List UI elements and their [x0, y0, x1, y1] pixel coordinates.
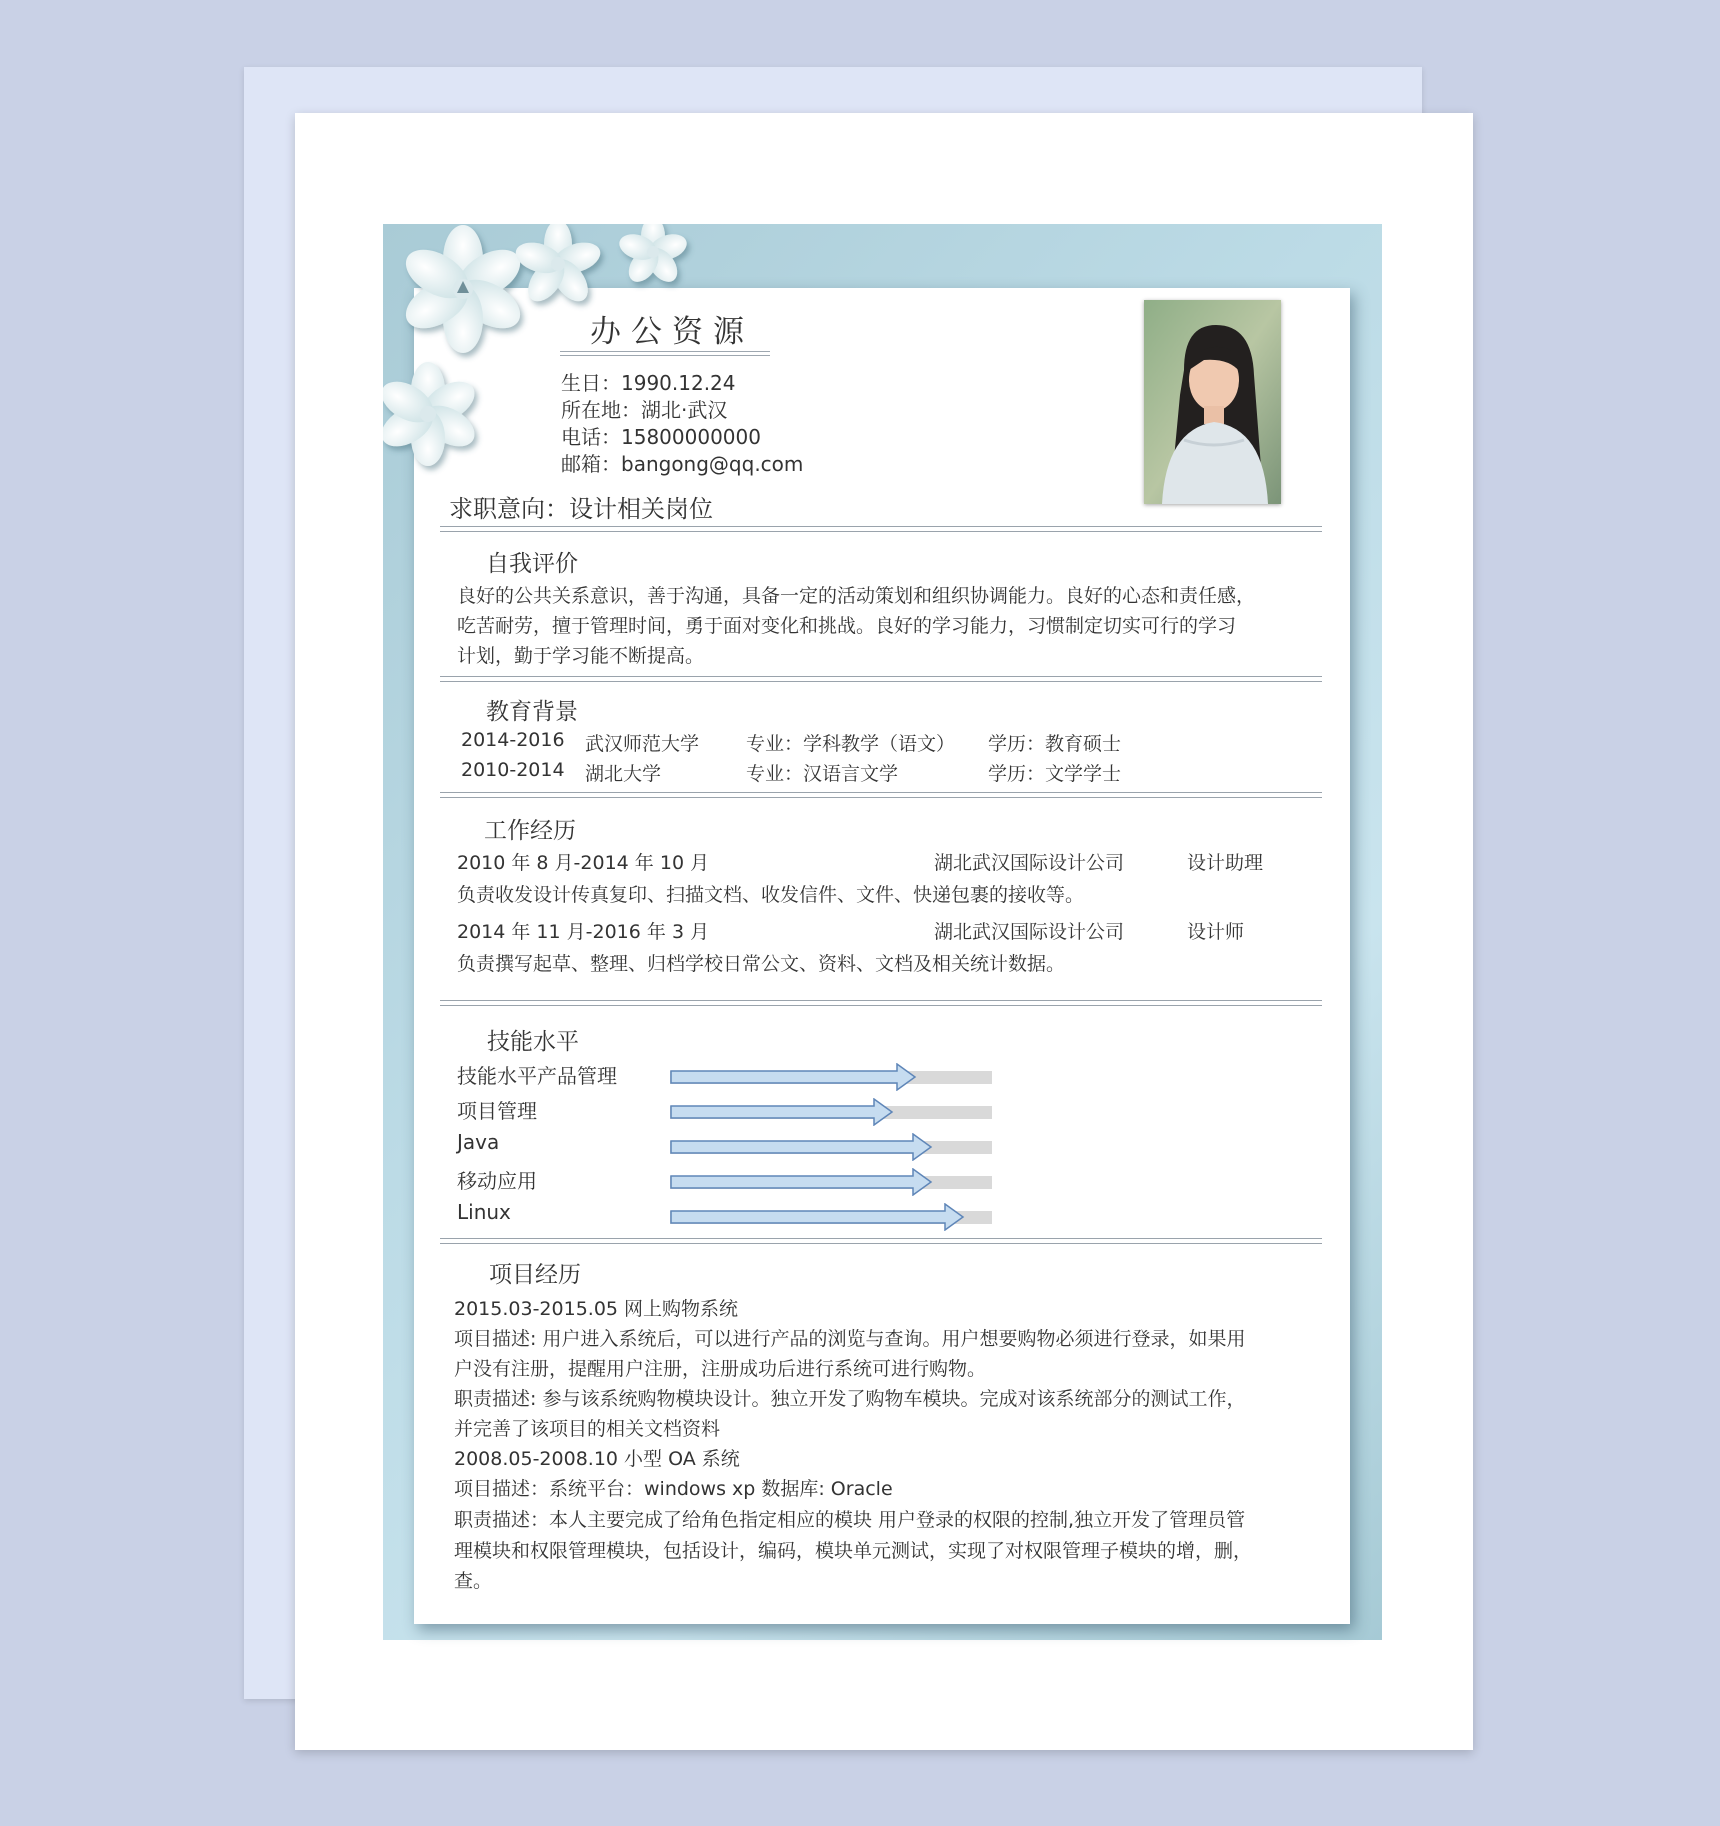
project-line: 职责描述: 参与该系统购物模块设计。独立开发了购物车模块。完成对该系统部分的测试工作，	[454, 1388, 1246, 1410]
self-eval-line: 吃苦耐劳，擅于管理时间，勇于面对变化和挑战。良好的学习能力，习惯制定切实可行的学习	[457, 615, 1237, 637]
self-eval-title: 自我评价	[486, 551, 578, 577]
skill-arrow	[670, 1098, 896, 1126]
education-title: 教育背景	[486, 699, 578, 725]
skill-label: Java	[457, 1130, 500, 1154]
education-major: 专业：学科教学（语文）	[746, 733, 956, 755]
skill-label: 移动应用	[457, 1169, 537, 1193]
work-company: 湖北武汉国际设计公司	[934, 852, 1125, 874]
project-line: 并完善了该项目的相关文档资料	[454, 1418, 721, 1440]
skill-arrow	[670, 1203, 967, 1231]
skill-arrow	[670, 1063, 919, 1091]
work-title: 工作经历	[484, 818, 576, 844]
project-line: 理模块和权限管理模块，包括设计，编码，模块单元测试，实现了对权限管理子模块的增，删，	[454, 1540, 1253, 1562]
self-eval-line: 良好的公共关系意识，善于沟通，具备一定的活动策划和组织协调能力。良好的心态和责任感，	[457, 585, 1256, 607]
info-email: 邮箱：bangong@qq.com	[561, 452, 804, 476]
info-phone: 电话：15800000000	[561, 425, 761, 449]
project-line: 项目描述：系统平台：windows xp 数据库: Oracle	[454, 1478, 893, 1500]
section-divider	[440, 526, 1322, 532]
project-line: 项目描述: 用户进入系统后，可以进行产品的浏览与查询。用户想要购物必须进行登录，如果用	[454, 1328, 1246, 1350]
work-company: 湖北武汉国际设计公司	[934, 921, 1125, 943]
project-line: 2015.03-2015.05 网上购物系统	[454, 1298, 739, 1320]
skill-arrow	[670, 1168, 935, 1196]
education-years: 2010-2014	[461, 759, 565, 781]
section-divider	[440, 792, 1322, 798]
education-major: 专业：汉语言文学	[746, 763, 899, 785]
education-years: 2014-2016	[461, 729, 565, 751]
education-school: 武汉师范大学	[585, 733, 700, 755]
name-divider	[560, 351, 770, 356]
education-degree: 学历：文学学士	[988, 763, 1122, 785]
project-line: 查。	[454, 1570, 493, 1592]
work-desc: 负责收发设计传真复印、扫描文档、收发信件、文件、快递包裹的接收等。	[457, 884, 1085, 906]
job-intent: 求职意向：设计相关岗位	[449, 495, 713, 523]
info-birth: 生日：1990.12.24	[561, 371, 736, 395]
self-eval-line: 计划，勤于学习能不断提高。	[457, 645, 705, 667]
project-line: 户没有注册，提醒用户注册，注册成功后进行系统可进行购物。	[454, 1358, 987, 1380]
info-location: 所在地：湖北·武汉	[561, 398, 728, 422]
projects-title: 项目经历	[489, 1262, 581, 1288]
resume-name: 办公资源	[590, 314, 754, 350]
section-divider	[440, 676, 1322, 682]
work-period: 2014 年 11 月-2016 年 3 月	[457, 921, 710, 943]
skills-title: 技能水平	[487, 1029, 579, 1055]
skill-label: 技能水平产品管理	[457, 1064, 617, 1088]
work-period: 2010 年 8 月-2014 年 10 月	[457, 852, 710, 874]
work-desc: 负责撰写起草、整理、归档学校日常公文、资料、文档及相关统计数据。	[457, 953, 1066, 975]
work-role: 设计助理	[1187, 852, 1264, 874]
skill-label: Linux	[457, 1200, 511, 1224]
section-divider	[440, 1238, 1322, 1244]
education-degree: 学历：教育硕士	[988, 733, 1122, 755]
education-school: 湖北大学	[585, 763, 662, 785]
profile-photo	[1144, 300, 1281, 504]
skill-arrow	[670, 1133, 935, 1161]
project-line: 2008.05-2008.10 小型 OA 系统	[454, 1448, 740, 1470]
section-divider	[440, 1000, 1322, 1006]
project-line: 职责描述：本人主要完成了给角色指定相应的模块 用户登录的权限的控制,独立开发了管理员管	[454, 1509, 1246, 1531]
work-role: 设计师	[1187, 921, 1245, 943]
skill-label: 项目管理	[457, 1099, 537, 1123]
